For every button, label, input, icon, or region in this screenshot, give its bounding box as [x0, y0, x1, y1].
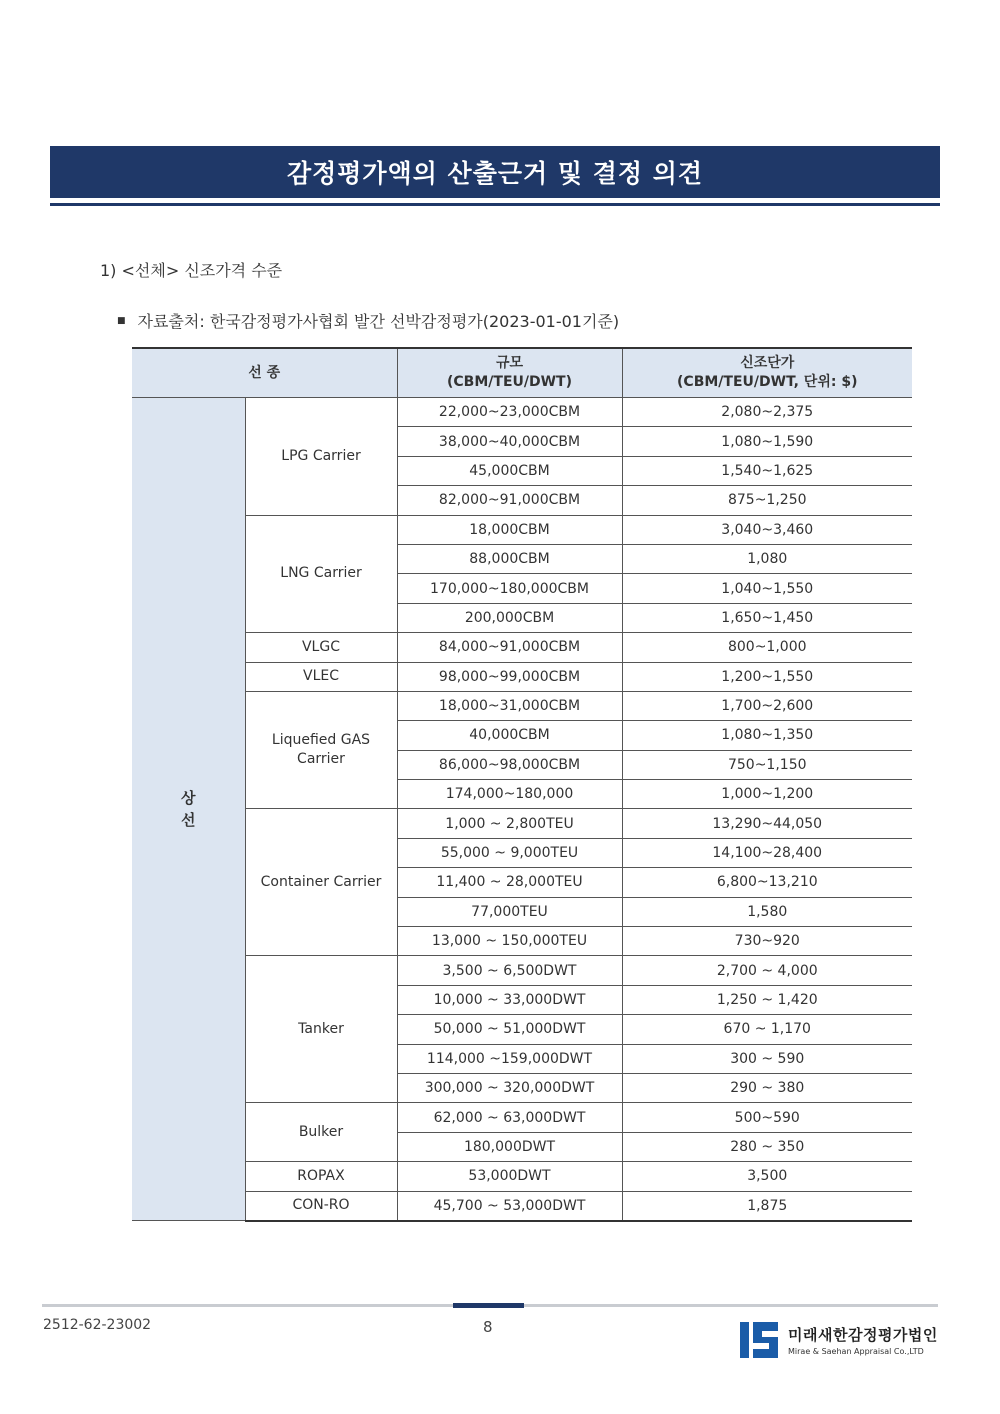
- scale-cell: 45,700 ~ 53,000DWT: [397, 1191, 622, 1221]
- ship-type-cell: VLEC: [245, 662, 397, 691]
- scale-cell: 86,000~98,000CBM: [397, 750, 622, 779]
- scale-cell: 170,000~180,000CBM: [397, 574, 622, 603]
- price-cell: 1,700~2,600: [622, 691, 912, 720]
- company-logo: [740, 1320, 938, 1360]
- scale-cell: 22,000~23,000CBM: [397, 398, 622, 427]
- price-cell: 280 ~ 350: [622, 1132, 912, 1161]
- scale-cell: 38,000~40,000CBM: [397, 427, 622, 456]
- ship-type-cell: Tanker: [245, 956, 397, 1103]
- scale-cell: 200,000CBM: [397, 603, 622, 632]
- price-cell: 1,200~1,550: [622, 662, 912, 691]
- price-cell: 730~920: [622, 927, 912, 956]
- scale-cell: 1,000 ~ 2,800TEU: [397, 809, 622, 838]
- source-text: 자료출처: 한국감정평가사협회 발간 선박감정평가(2023-01-01기준): [137, 312, 620, 331]
- price-cell: 670 ~ 1,170: [622, 1015, 912, 1044]
- price-cell: 14,100~28,400: [622, 838, 912, 867]
- header-scale-unit: (CBM/TEU/DWT): [447, 374, 572, 390]
- ship-type-cell: LNG Carrier: [245, 515, 397, 633]
- ship-type-cell: Container Carrier: [245, 809, 397, 956]
- ship-type-cell: Bulker: [245, 1103, 397, 1162]
- scale-cell: 45,000CBM: [397, 456, 622, 485]
- price-cell: 800~1,000: [622, 633, 912, 662]
- table-row: [132, 1162, 912, 1191]
- scale-cell: 88,000CBM: [397, 544, 622, 573]
- scale-cell: 10,000 ~ 33,000DWT: [397, 985, 622, 1014]
- company-name-korean: 미래새한감정평가법인: [788, 1326, 938, 1344]
- newbuild-price-table: [132, 347, 912, 1222]
- company-emblem-icon: [740, 1320, 780, 1360]
- scale-cell: 40,000CBM: [397, 721, 622, 750]
- ship-type-cell: Liquefied GAS Carrier: [245, 691, 397, 809]
- scale-cell: 84,000~91,000CBM: [397, 633, 622, 662]
- ship-type-cell: ROPAX: [245, 1162, 397, 1191]
- header-scale-label: 규모: [495, 355, 524, 371]
- scale-cell: 50,000 ~ 51,000DWT: [397, 1015, 622, 1044]
- category-merchant-ship: [132, 398, 245, 1221]
- header-price-unit: (CBM/TEU/DWT, 단위: $): [677, 374, 858, 390]
- price-cell: 1,040~1,550: [622, 574, 912, 603]
- square-bullet-icon: ■: [117, 315, 126, 326]
- scale-cell: 77,000TEU: [397, 897, 622, 926]
- ship-type-cell: CON-RO: [245, 1191, 397, 1221]
- price-cell: 1,080~1,350: [622, 721, 912, 750]
- scale-cell: 180,000DWT: [397, 1132, 622, 1161]
- document-number: 2512-62-23002: [43, 1317, 152, 1333]
- header-price: [622, 348, 912, 398]
- header-ship-type: 선 종: [132, 348, 397, 398]
- table-row: [132, 1103, 912, 1132]
- price-cell: 1,650~1,450: [622, 603, 912, 632]
- category-label-part2: 선: [181, 811, 196, 830]
- price-cell: 3,040~3,460: [622, 515, 912, 544]
- page-title-banner: [50, 146, 940, 198]
- page-title: 감정평가액의 산출근거 및 결정 의견: [286, 159, 704, 188]
- table-row: [132, 1191, 912, 1221]
- price-cell: 290 ~ 380: [622, 1073, 912, 1102]
- price-cell: 1,580: [622, 897, 912, 926]
- price-cell: 1,875: [622, 1191, 912, 1221]
- scale-cell: 3,500 ~ 6,500DWT: [397, 956, 622, 985]
- price-cell: 300 ~ 590: [622, 1044, 912, 1073]
- price-cell: 13,290~44,050: [622, 809, 912, 838]
- table-row: [132, 515, 912, 544]
- price-cell: 500~590: [622, 1103, 912, 1132]
- scale-cell: 82,000~91,000CBM: [397, 486, 622, 515]
- price-cell: 1,080~1,590: [622, 427, 912, 456]
- price-cell: 1,000~1,200: [622, 780, 912, 809]
- scale-cell: 98,000~99,000CBM: [397, 662, 622, 691]
- price-cell: 2,080~2,375: [622, 398, 912, 427]
- scale-cell: 18,000~31,000CBM: [397, 691, 622, 720]
- category-label-part1: 상: [181, 789, 196, 808]
- scale-cell: 174,000~180,000: [397, 780, 622, 809]
- table-header-row: [132, 348, 912, 398]
- title-underline: [50, 203, 940, 206]
- table-row: [132, 398, 912, 427]
- scale-cell: 18,000CBM: [397, 515, 622, 544]
- table-row: [132, 809, 912, 838]
- page-number: 8: [483, 1318, 493, 1336]
- table-row: [132, 691, 912, 720]
- section-heading: 1) <선체> 신조가격 수준: [100, 261, 283, 280]
- price-cell: 1,250 ~ 1,420: [622, 985, 912, 1014]
- header-scale: [397, 348, 622, 398]
- price-cell: 6,800~13,210: [622, 868, 912, 897]
- ship-type-cell: LPG Carrier: [245, 398, 397, 516]
- scale-cell: 300,000 ~ 320,000DWT: [397, 1073, 622, 1102]
- scale-cell: 114,000 ~159,000DWT: [397, 1044, 622, 1073]
- scale-cell: 62,000 ~ 63,000DWT: [397, 1103, 622, 1132]
- scale-cell: 13,000 ~ 150,000TEU: [397, 927, 622, 956]
- scale-cell: 55,000 ~ 9,000TEU: [397, 838, 622, 867]
- scale-cell: 11,400 ~ 28,000TEU: [397, 868, 622, 897]
- price-cell: 3,500: [622, 1162, 912, 1191]
- ship-type-cell: VLGC: [245, 633, 397, 662]
- price-cell: 750~1,150: [622, 750, 912, 779]
- footer-divider-accent: [453, 1303, 524, 1308]
- table-row: [132, 956, 912, 985]
- scale-cell: 53,000DWT: [397, 1162, 622, 1191]
- price-cell: 875~1,250: [622, 486, 912, 515]
- table-row: [132, 662, 912, 691]
- source-note: [117, 309, 619, 332]
- company-name-english: Mirae & Saehan Appraisal Co.,LTD: [788, 1347, 924, 1356]
- table-row: [132, 633, 912, 662]
- price-cell: 2,700 ~ 4,000: [622, 956, 912, 985]
- price-cell: 1,080: [622, 544, 912, 573]
- header-price-label: 신조단가: [740, 355, 795, 371]
- price-cell: 1,540~1,625: [622, 456, 912, 485]
